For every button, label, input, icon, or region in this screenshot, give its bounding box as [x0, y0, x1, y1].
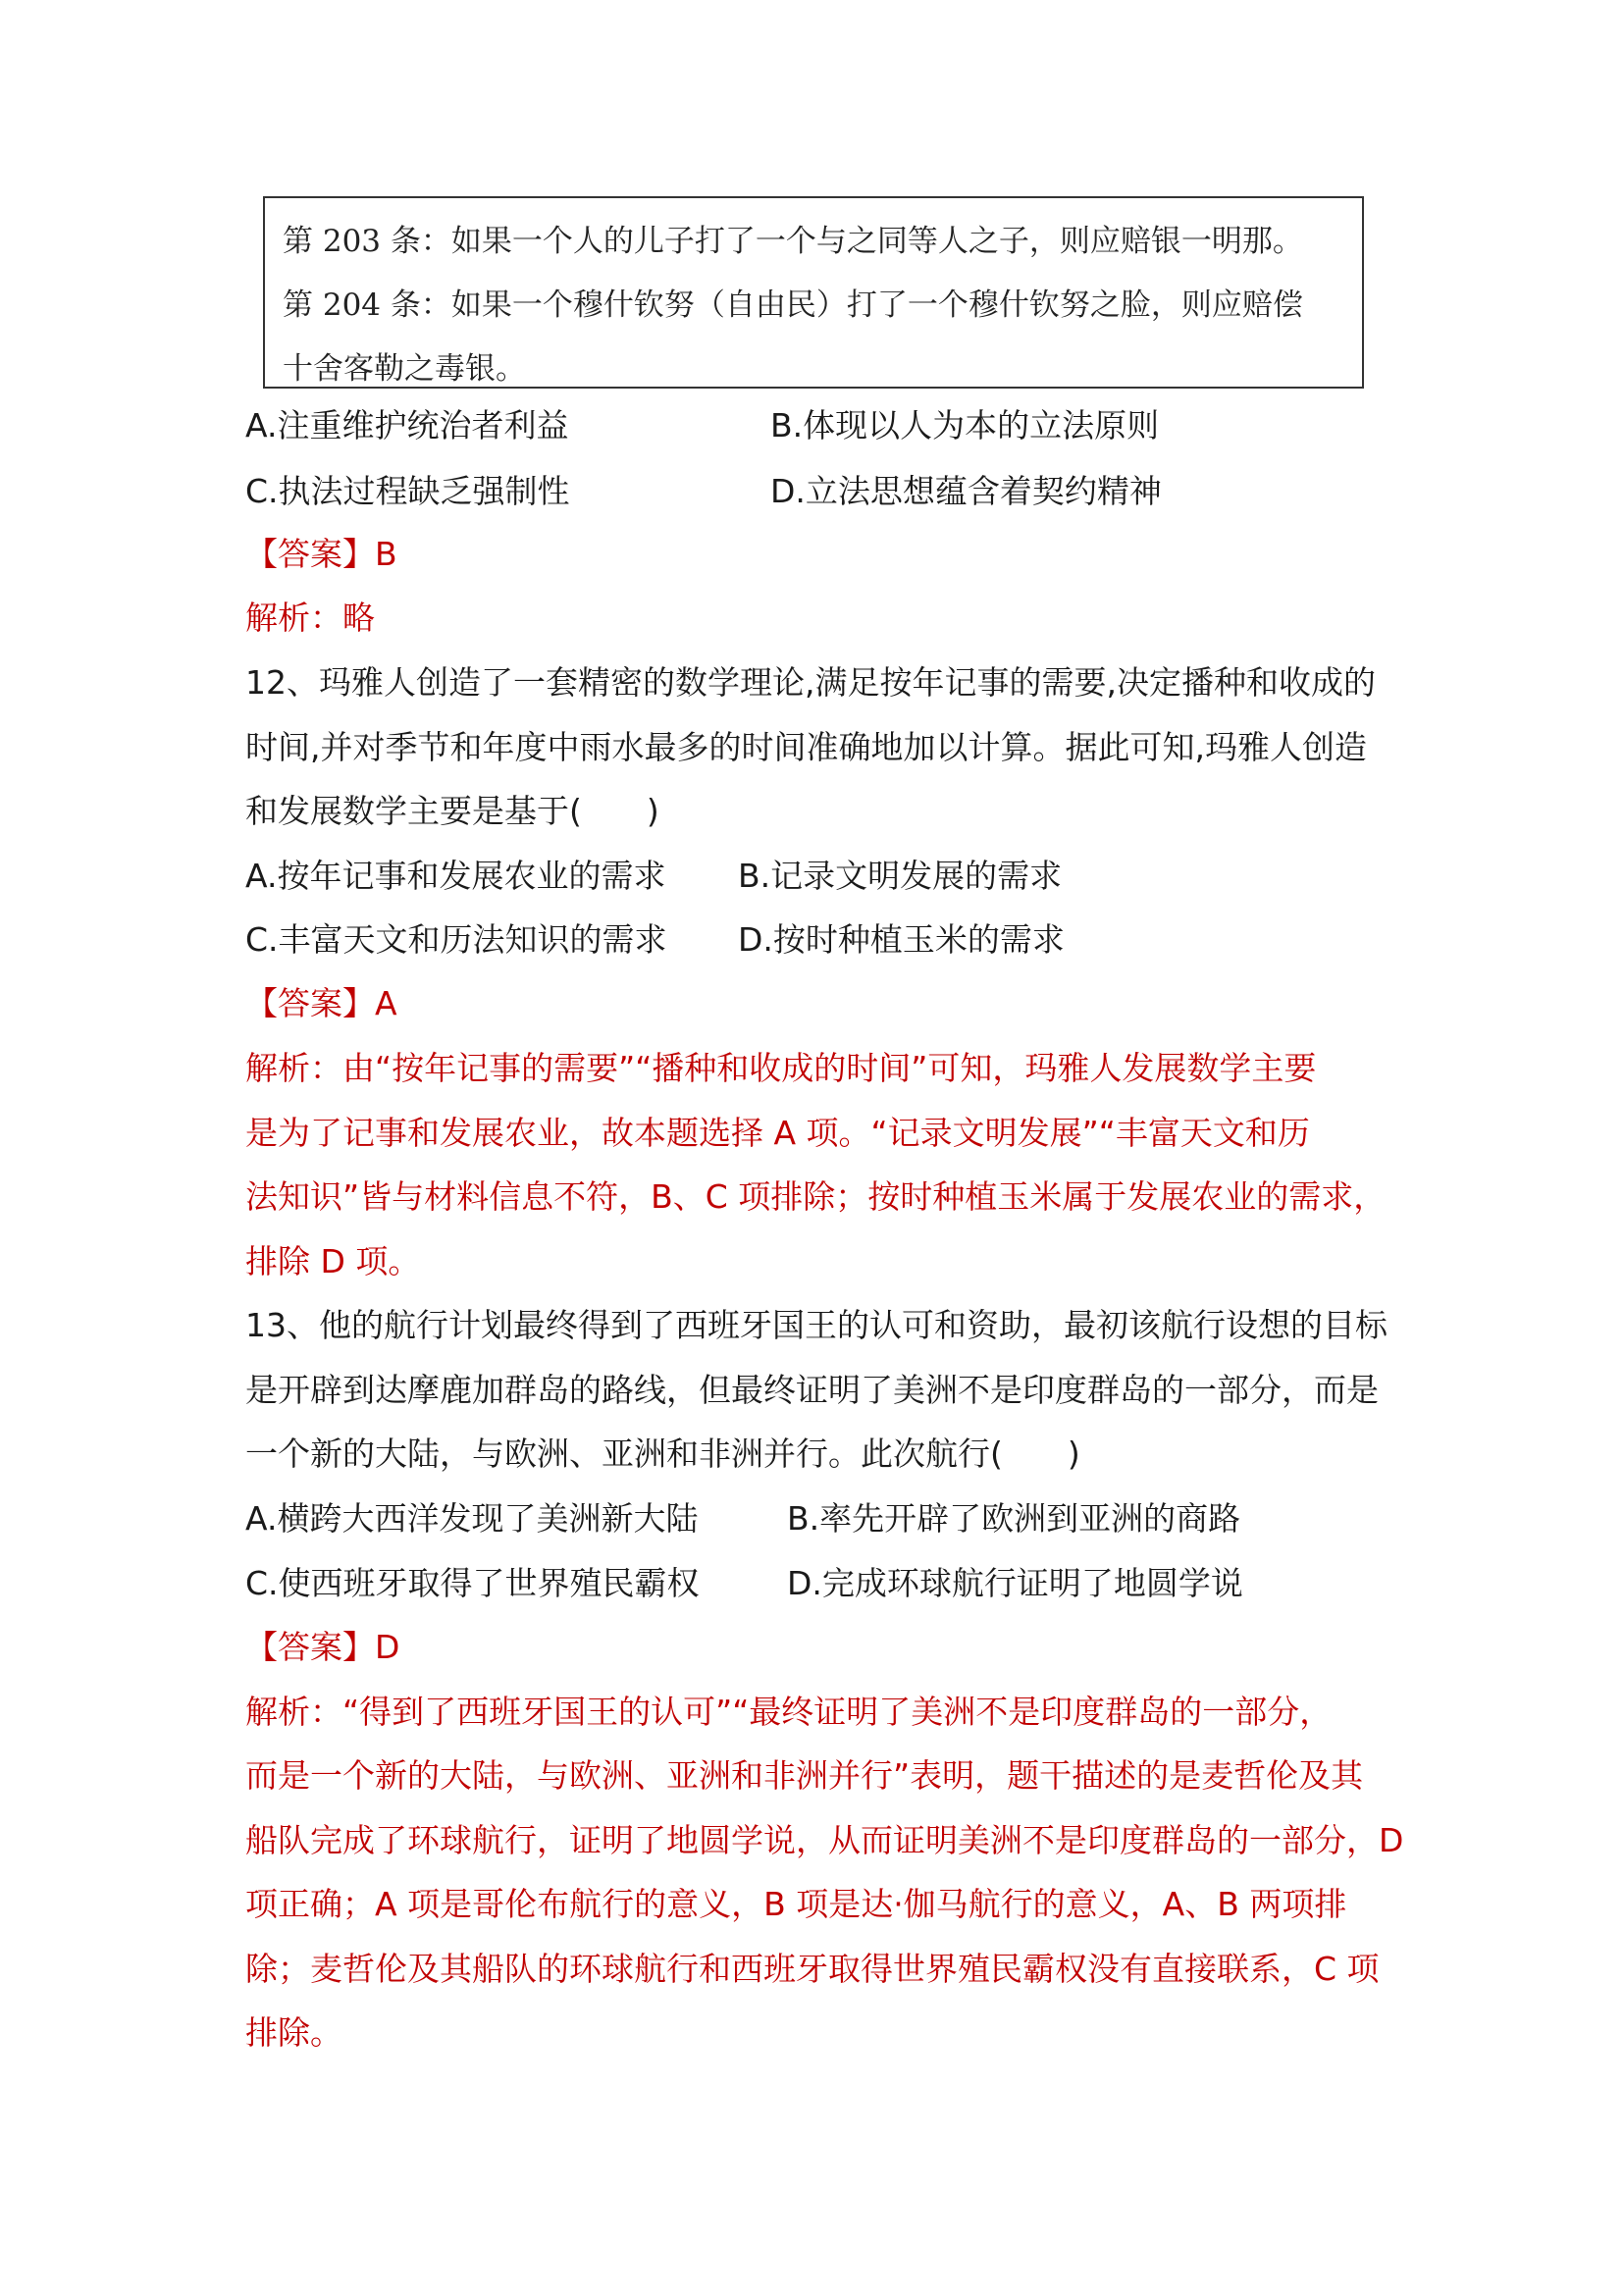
answer-value: B: [375, 535, 397, 573]
quote-line: 第 203 条：如果一个人的儿子打了一个与之同等人之子，则应赔银一明那。: [283, 224, 1303, 259]
q12-stem-line: 12、玛雅人创造了一套精密的数学理论,满足按年记事的需要,决定播种和收成的: [245, 663, 1376, 702]
q12-analysis-line: 排除 D 项。: [245, 1242, 421, 1280]
q13-analysis-line: 解析：“得到了西班牙国王的认可”“最终证明了美洲不是印度群岛的一部分，: [245, 1693, 1333, 1731]
q13-stem-line: 是开辟到达摩鹿加群岛的路线，但最终证明了美洲不是印度群岛的一部分，而是: [245, 1371, 1379, 1409]
q12-analysis-line: 法知识”皆与材料信息不符，B、C 项排除；按时种植玉米属于发展农业的需求，: [245, 1177, 1387, 1216]
q13-option-c: C.使西班牙取得了世界殖民霸权: [245, 1564, 700, 1602]
q12-option-d: D.按时种植玉米的需求: [738, 920, 1065, 959]
answer-label: 【答案】: [245, 984, 375, 1022]
q13-stem-line: 一个新的大陆，与欧洲、亚洲和非洲并行。此次航行( ): [245, 1435, 1080, 1473]
q13-option-b: B.率先开辟了欧洲到亚洲的商路: [787, 1499, 1241, 1538]
q13-analysis-line: 除；麦哲伦及其船队的环球航行和西班牙取得世界殖民霸权没有直接联系，C 项: [245, 1950, 1380, 1988]
answer-label: 【答案】: [245, 535, 375, 573]
q12-option-b: B.记录文明发展的需求: [738, 857, 1063, 895]
q11-option-d: D.立法思想蕴含着契约精神: [770, 472, 1162, 510]
q13-option-a: A.横跨大西洋发现了美洲新大陆: [245, 1499, 699, 1538]
q11-option-b: B.体现以人为本的立法原则: [770, 406, 1160, 444]
q13-option-d: D.完成环球航行证明了地圆学说: [787, 1564, 1243, 1602]
q12-analysis-line: 是为了记事和发展农业，故本题选择 A 项。“记录文明发展”“丰富天文和历: [245, 1114, 1310, 1152]
q12-answer: [245, 984, 397, 1023]
q13-analysis-line: 而是一个新的大陆，与欧洲、亚洲和非洲并行”表明，题干描述的是麦哲伦及其: [245, 1756, 1364, 1795]
q13-analysis-line: 排除。: [245, 2013, 342, 2052]
q11-option-c: C.执法过程缺乏强制性: [245, 472, 570, 510]
q13-analysis-line: 船队完成了环球航行，证明了地圆学说，从而证明美洲不是印度群岛的一部分，D: [245, 1821, 1404, 1859]
q11-analysis: 解析：略: [245, 599, 375, 637]
quote-line: 十舍客勒之毒银。: [283, 351, 526, 387]
q12-analysis-line: 解析：由“按年记事的需要”“播种和收成的时间”可知，玛雅人发展数学主要: [245, 1049, 1317, 1087]
q12-option-c: C.丰富天文和历法知识的需求: [245, 920, 667, 959]
answer-value: A: [375, 984, 397, 1022]
q12-option-a: A.按年记事和发展农业的需求: [245, 857, 666, 895]
q13-answer: [245, 1628, 399, 1667]
answer-value: D: [375, 1628, 400, 1666]
q11-option-a: A.注重维护统治者利益: [245, 406, 569, 444]
q11-answer: [245, 535, 397, 574]
q13-analysis-line: 项正确；A 项是哥伦布航行的意义，B 项是达·伽马航行的意义，A、B 两项排: [245, 1885, 1347, 1923]
q13-stem-line: 13、他的航行计划最终得到了西班牙国王的认可和资助，最初该航行设想的目标: [245, 1306, 1387, 1344]
q12-stem-line: 时间,并对季节和年度中雨水最多的时间准确地加以计算。据此可知,玛雅人创造: [245, 728, 1367, 766]
quote-line: 第 204 条：如果一个穆什钦努（自由民）打了一个穆什钦努之脸，则应赔偿: [283, 287, 1303, 323]
answer-label: 【答案】: [245, 1628, 375, 1666]
law-quote-box: [263, 196, 1364, 389]
q12-stem-line: 和发展数学主要是基于( ): [245, 792, 659, 830]
